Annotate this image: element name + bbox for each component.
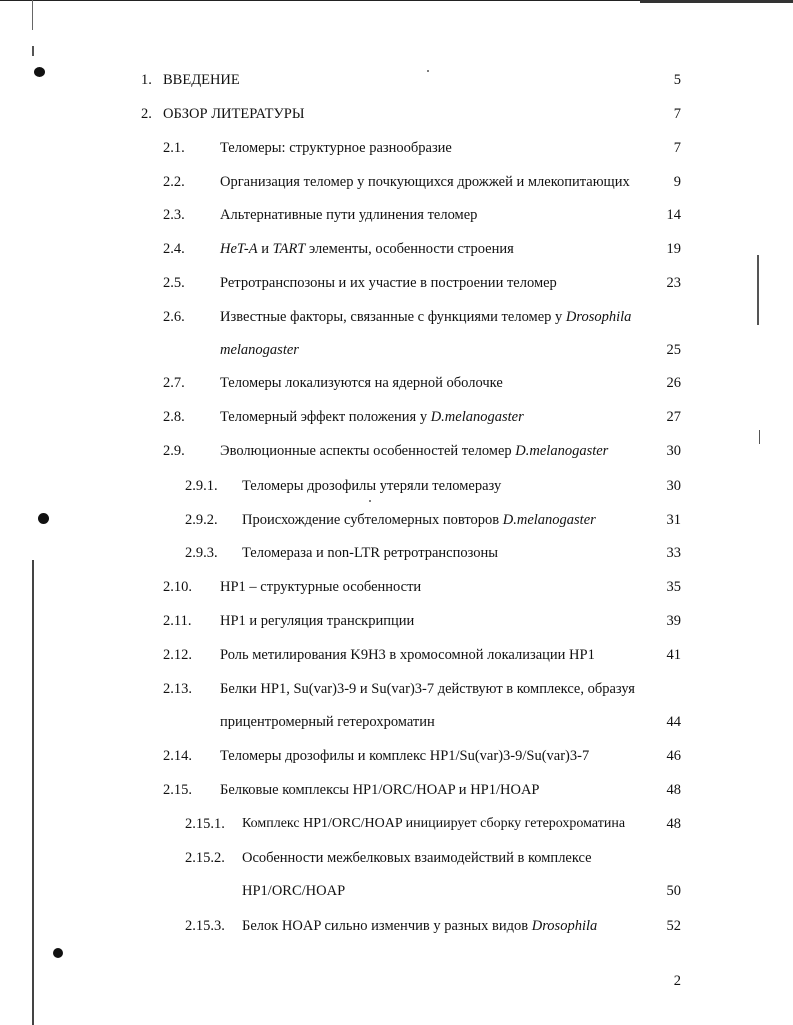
toc-title: Ретротранспозоны и их участие в построении теломер — [220, 275, 557, 291]
toc-entry-2-15-3[interactable] — [0, 915, 793, 937]
toc-title — [220, 238, 514, 260]
toc-page: 41 — [666, 647, 681, 663]
toc-number: 2.2. — [163, 174, 185, 190]
toc-page: 25 — [666, 342, 681, 358]
toc-title — [220, 339, 299, 361]
toc-entry-2-6-continued[interactable] — [0, 339, 793, 361]
toc-page: 9 — [673, 174, 681, 190]
toc-title-italic: TART — [272, 241, 306, 257]
toc-title-italic: D.melanogaster — [502, 512, 596, 528]
toc-page: 27 — [666, 409, 681, 425]
toc-page: 26 — [666, 375, 681, 391]
toc-page: 44 — [666, 714, 681, 730]
toc-number: 2.15.2. — [185, 850, 225, 866]
toc-title: Организация теломер у почкующихся дрожжей и млекопитающих — [220, 174, 630, 190]
toc-title: Теломеры: структурное разнообразие — [220, 140, 452, 156]
toc-number: 2.8. — [163, 409, 185, 425]
toc-title-part: Белок HOAP сильно изменчив у разных видов — [242, 918, 532, 934]
toc-page: 33 — [666, 545, 681, 561]
toc-entry-2-13-continued[interactable] — [0, 711, 793, 733]
toc-entry-2-3[interactable] — [0, 204, 793, 226]
toc-title: Особенности межбелковых взаимодействий в комплексе — [242, 850, 592, 866]
toc-page: 7 — [673, 140, 681, 156]
toc-title-italic: melanogaster — [220, 342, 299, 358]
toc-number: 2.7. — [163, 375, 185, 391]
toc-title: Белковые комплексы HP1/ORC/HOAP и HP1/HOAP — [220, 782, 540, 798]
toc-number: 2.15. — [163, 782, 192, 798]
toc-entry-2-5[interactable] — [0, 272, 793, 294]
toc-page: 30 — [666, 478, 681, 494]
toc-title: Теломеры дрозофилы утеряли теломеразу — [242, 478, 502, 494]
toc-number: 2.4. — [163, 241, 185, 257]
toc-page: 46 — [666, 748, 681, 764]
toc-entry-2-9-3[interactable] — [0, 542, 793, 564]
scan-tick-mark — [32, 46, 34, 56]
toc-number: 2.3. — [163, 207, 185, 223]
toc-title: ОБЗОР ЛИТЕРАТУРЫ — [163, 106, 305, 122]
toc-title-italic: D.melanogaster — [430, 409, 524, 425]
toc-title — [242, 509, 596, 531]
toc-number: 2.15.3. — [185, 918, 225, 934]
punch-hole-mark — [53, 948, 63, 958]
toc-title-part: и — [257, 241, 273, 257]
toc-page: 35 — [666, 579, 681, 595]
toc-title: ВВЕДЕНИЕ — [163, 72, 240, 88]
toc-entry-2-11[interactable] — [0, 610, 793, 632]
toc-entry-2-9-1[interactable] — [0, 475, 793, 497]
toc-entry-2-1[interactable] — [0, 137, 793, 159]
scan-speck — [369, 500, 371, 502]
toc-title: HP1/ORC/HOAP — [242, 883, 346, 899]
toc-number: 2.10. — [163, 579, 192, 595]
toc-number: 2.5. — [163, 275, 185, 291]
toc-title: Теломераза и non-LTR ретротранспозоны — [242, 545, 498, 561]
toc-entry-2-6[interactable] — [0, 306, 793, 328]
toc-title-part: Происхождение субтеломерных повторов — [242, 512, 503, 528]
toc-title: HP1 и регуляция транскрипции — [220, 613, 415, 629]
toc-title: Комплекс HP1/ORC/HOAP инициирует сборку гетерохроматина — [242, 816, 626, 831]
toc-title-part: элементы, особенности строения — [305, 241, 514, 257]
toc-entry-2-9[interactable] — [0, 440, 793, 462]
scan-edge-left-top — [32, 0, 33, 30]
toc-entry-2-15[interactable] — [0, 779, 793, 801]
toc-entry-2-9-2[interactable] — [0, 509, 793, 531]
scan-edge-top-right — [640, 0, 793, 3]
toc-title-italic: Drosophila — [531, 918, 598, 934]
toc-page: 52 — [666, 918, 681, 934]
toc-entry-2-4[interactable] — [0, 238, 793, 260]
toc-entry-2-13[interactable] — [0, 678, 793, 700]
toc-page: 48 — [666, 782, 681, 798]
toc-page: 30 — [666, 443, 681, 459]
toc-title-part: Известные факторы, связанные с функциями теломер у — [220, 309, 566, 325]
toc-title: Белки HP1, Su(var)3-9 и Su(var)3-7 действуют в комплексе, образуя — [220, 681, 635, 697]
toc-title-part: Эволюционные аспекты особенностей теломер — [220, 443, 516, 459]
toc-title: прицентромерный гетерохроматин — [220, 714, 435, 730]
toc-page: 23 — [666, 275, 681, 291]
toc-number: 2.13. — [163, 681, 192, 697]
toc-number: 1. — [141, 72, 152, 88]
toc-title: HP1 – структурные особенности — [220, 579, 422, 595]
toc-entry-1[interactable] — [0, 69, 793, 91]
toc-title: Альтернативные пути удлинения теломер — [220, 207, 478, 223]
toc-number: 2.11. — [163, 613, 192, 629]
toc-title — [220, 406, 524, 428]
toc-title-italic: Drosophila — [565, 309, 632, 325]
toc-entry-2-12[interactable] — [0, 644, 793, 666]
toc-entry-2-15-2[interactable] — [0, 847, 793, 869]
toc-entry-2-14[interactable] — [0, 745, 793, 767]
toc-entry-2-8[interactable] — [0, 406, 793, 428]
toc-title — [220, 306, 631, 328]
toc-title — [242, 915, 597, 937]
toc-number: 2.9.3. — [185, 545, 218, 561]
toc-entry-2-15-2-continued[interactable] — [0, 880, 793, 902]
toc-number: 2.9.2. — [185, 512, 218, 528]
toc-title: Роль метилирования K9H3 в хромосомной локализации HP1 — [220, 647, 595, 663]
toc-title-part: Теломерный эффект положения у — [220, 409, 431, 425]
page-number: 2 — [673, 973, 681, 989]
toc-page: 5 — [673, 72, 681, 88]
toc-page: 14 — [666, 207, 681, 223]
toc-number: 2.12. — [163, 647, 192, 663]
toc-page: 50 — [666, 883, 681, 899]
toc-title — [220, 440, 608, 462]
toc-entry-2-2[interactable] — [0, 171, 793, 193]
toc-title: Теломеры дрозофилы и комплекс HP1/Su(var)3-9/Su(var)3-7 — [220, 748, 590, 764]
toc-number: 2.6. — [163, 309, 185, 325]
toc-entry-2-10[interactable] — [0, 576, 793, 598]
toc-entry-2-15-1[interactable] — [0, 813, 793, 835]
toc-number: 2. — [141, 106, 152, 122]
toc-number: 2.15.1. — [185, 816, 225, 832]
toc-number: 2.9.1. — [185, 478, 218, 494]
toc-page: 48 — [666, 816, 681, 832]
toc-page: 31 — [666, 512, 681, 528]
toc-number: 2.9. — [163, 443, 185, 459]
toc-title-italic: D.melanogaster — [515, 443, 609, 459]
toc-title: Теломеры локализуются на ядерной оболочке — [220, 375, 503, 391]
toc-title-italic: HeT-A — [220, 241, 258, 257]
toc-number: 2.14. — [163, 748, 192, 764]
toc-entry-2-7[interactable] — [0, 372, 793, 394]
toc-page: 19 — [666, 241, 681, 257]
toc-entry-2[interactable] — [0, 103, 793, 125]
toc-number: 2.1. — [163, 140, 185, 156]
toc-page: 7 — [673, 106, 681, 122]
toc-page: 39 — [666, 613, 681, 629]
